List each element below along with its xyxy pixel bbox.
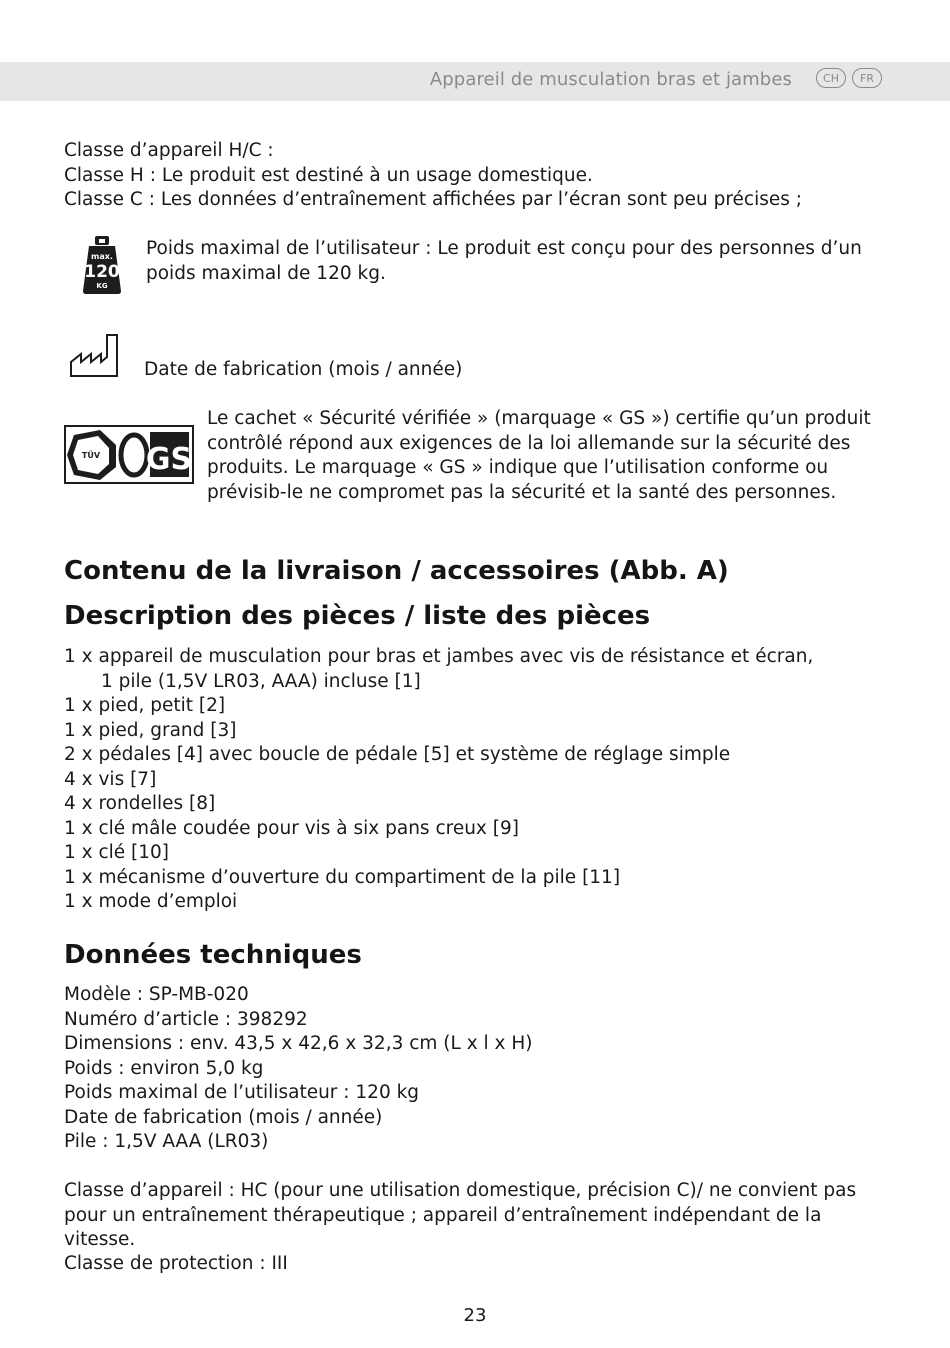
list-item-continuation: 1 pile (1,5V LR03, AAA) incluse [1]: [101, 670, 421, 692]
list-item: 1 x mécanisme d’ouverture du compartiment de la pile [11]: [64, 866, 621, 888]
spec-item: Dimensions : env. 43,5 x 42,6 x 32,3 cm (L x l x H): [64, 1033, 533, 1054]
list-item: 1 x pied, petit [2]: [64, 695, 226, 716]
gs-mark-gs: GS: [145, 442, 193, 477]
spec-item: Poids maximal de l’utilisateur : 120 kg: [64, 1082, 420, 1103]
spec-list: [64, 983, 884, 1155]
max-weight-text: Poids maximal de l’utilisateur : Le produit est conçu pour des personnes d’un poids maximal de 120 kg.: [146, 238, 862, 284]
tech-device-class: Classe d’appareil : HC (pour une utilisation domestique, précision C)/ ne convient pas pour un entraînement thérapeutique ; appareil d’entraînement indépendant de la vitesse.: [64, 1180, 857, 1250]
spec-item: Pile : 1,5V AAA (LR03): [64, 1131, 269, 1152]
factory-icon: [69, 332, 121, 378]
gs-mark-text: Le cachet « Sécurité vérifiée » (marquage « GS ») certifie qu’un produit contrôlé répond aux exigences de la loi allemande sur la sécurité des produits. Le marquage « GS » indique que l’utilisation conforme ou prévisib-le ne compromet pas la sécurité et la santé des personnes.: [207, 408, 871, 503]
device-class-title: Classe d’appareil H/C :: [64, 140, 274, 161]
list-item: 2 x pédales [4] avec boucle de pédale [5] et système de réglage simple: [64, 744, 731, 765]
lang-badge-ch: CH: [816, 68, 846, 88]
spec-item: Poids : environ 5,0 kg: [64, 1057, 264, 1079]
list-item: 4 x vis [7]: [64, 768, 157, 790]
list-item: 1 x clé [10]: [64, 842, 170, 863]
max-weight-icon-unit: KG: [96, 282, 108, 290]
list-item: 4 x rondelles [8]: [64, 793, 216, 814]
max-weight-icon: [82, 236, 122, 296]
device-class-block: [64, 139, 802, 213]
manufacture-date-text: Date de fabrication (mois / année): [144, 359, 463, 380]
tech-protection-class: Classe de protection : III: [64, 1253, 288, 1274]
heading-parts: Description des pièces / liste des pièces: [64, 601, 651, 631]
heading-delivery: Contenu de la livraison / accessoires (Abb. A): [64, 556, 729, 586]
gs-mark-icon: [64, 425, 194, 485]
spec-item: Date de fabrication (mois / année): [64, 1106, 383, 1128]
device-class-h: Classe H : Le produit est destiné à un usage domestique.: [64, 164, 593, 186]
max-weight-icon-value: 120: [84, 262, 120, 282]
spec-item: Numéro d’article : 398292: [64, 1008, 308, 1030]
list-item: [64, 645, 884, 694]
lang-badge-fr: FR: [852, 68, 882, 88]
list-item: 1 x clé mâle coudée pour vis à six pans creux [9]: [64, 817, 519, 839]
spec-item: Modèle : SP-MB-020: [64, 984, 249, 1005]
page-number: 23: [463, 1305, 487, 1326]
list-item-text: 1 x appareil de musculation pour bras et jambes avec vis de résistance et écran,: [64, 646, 814, 667]
gs-mark-tuv: TÜV: [81, 451, 101, 460]
max-weight-icon-top: max.: [91, 252, 113, 261]
header-title: Appareil de musculation bras et jambes: [429, 69, 792, 90]
list-item: 1 x pied, grand [3]: [64, 719, 237, 741]
device-class-c: Classe C : Les données d’entraînement affichées par l’écran sont peu précises ;: [64, 189, 803, 210]
heading-tech: Données techniques: [64, 940, 362, 970]
list-item: 1 x mode d’emploi: [64, 891, 238, 912]
parts-list: [64, 645, 884, 915]
